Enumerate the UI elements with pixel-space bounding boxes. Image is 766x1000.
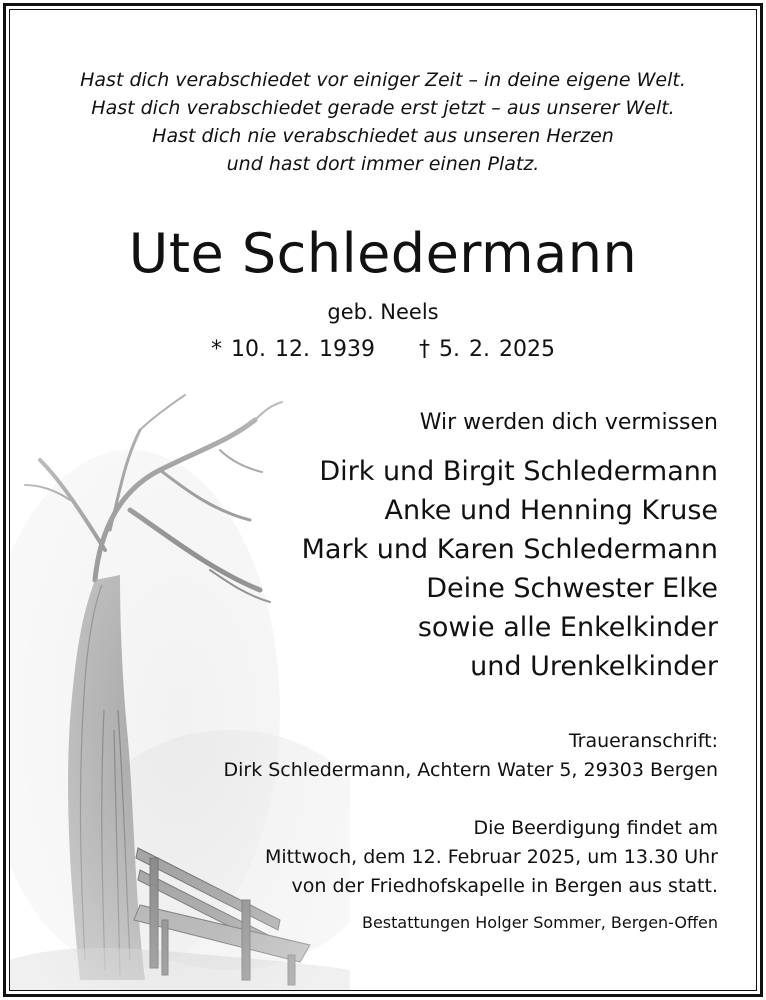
funeral-info <box>265 814 718 901</box>
mourning-address <box>223 727 718 785</box>
funeral-line: Die Beerdigung findet am <box>473 817 718 839</box>
address-label: Traueranschrift: <box>568 730 718 752</box>
mourner: Mark und Karen Schledermann <box>301 534 718 565</box>
birth-date: * 10. 12. 1939 <box>211 337 375 362</box>
mourner: und Urenkelkinder <box>470 651 718 682</box>
death-date: † 5. 2. 2025 <box>419 337 555 362</box>
funeral-line: von der Friedhofskapelle in Bergen aus statt. <box>291 875 718 897</box>
farewell-line: Wir werden dich vermissen <box>419 410 718 435</box>
mourner: Dirk und Birgit Schledermann <box>319 456 718 487</box>
poem-line: Hast dich verabschiedet gerade erst jetzt – aus unserer Welt. <box>91 97 675 119</box>
address-text: Dirk Schledermann, Achtern Water 5, 29303 Bergen <box>223 759 718 781</box>
poem-line: Hast dich nie verabschiedet aus unseren Herzen <box>152 125 614 147</box>
funeral-line: Mittwoch, dem 12. Februar 2025, um 13.30 Uhr <box>264 846 718 868</box>
mourners-list <box>302 452 718 686</box>
poem-line: und hast dort immer einen Platz. <box>226 153 540 175</box>
poem <box>0 66 766 178</box>
mourner: sowie alle Enkelkinder <box>417 612 718 643</box>
mourner: Deine Schwester Elke <box>426 573 718 604</box>
deceased-name: Ute Schledermann <box>128 222 638 285</box>
maiden-name: geb. Neels <box>327 300 439 324</box>
poem-line: Hast dich verabschiedet vor einiger Zeit – in deine eigene Welt. <box>80 69 686 91</box>
life-dates <box>0 337 766 362</box>
undertaker: Bestattungen Holger Sommer, Bergen-Offen <box>361 913 718 932</box>
mourner: Anke und Henning Kruse <box>384 495 718 526</box>
